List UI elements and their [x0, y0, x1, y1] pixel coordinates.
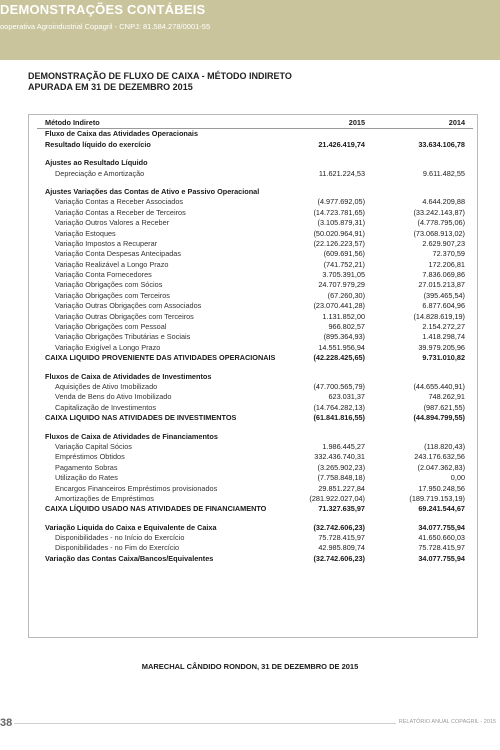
value-2014: 69.241.544,67	[418, 504, 465, 514]
row-label: Pagamento Sobras	[55, 462, 118, 472]
value-2014: 4.644.209,88	[422, 197, 465, 207]
row-label: Amortizações de Empréstimos	[55, 493, 154, 503]
table-row	[37, 543, 473, 553]
total-row	[37, 413, 473, 423]
table-row	[37, 229, 473, 239]
row-label: Variação Estoques	[55, 228, 116, 238]
table-row	[37, 473, 473, 483]
value-2015: 21.426.419,74	[318, 139, 365, 149]
value-2014: 75.728.415,97	[418, 543, 465, 553]
value-2014: 1.418.298,74	[422, 332, 465, 342]
value-2015: (14.723.781,65)	[313, 207, 365, 217]
spacer-row	[37, 424, 473, 432]
value-2015: (32.742.606,23)	[313, 553, 365, 563]
row-label: Fluxos de Caixa de Atividades de Financiamentos	[45, 431, 218, 441]
cash-flow-table	[37, 118, 473, 564]
value-2014: 243.176.632,56	[414, 452, 465, 462]
table-row	[37, 332, 473, 342]
value-2014: 7.836.069,86	[422, 270, 465, 280]
value-2015: 14.551.956,94	[318, 342, 365, 352]
spacer-row	[37, 364, 473, 372]
row-label: Capitalização de Investimentos	[55, 402, 156, 412]
value-2015: (50.020.964,91)	[313, 228, 365, 238]
value-2015: (47.700.565,79)	[313, 381, 365, 391]
column-header-2014: 2014	[448, 118, 465, 127]
column-header-method: Método Indireto	[45, 118, 100, 127]
row-label: Variação Obrigações com Sócios	[55, 280, 163, 290]
document-title-line2: APURADA EM 31 DE DEZEMBRO 2015	[28, 82, 193, 92]
footer-divider	[14, 723, 396, 724]
value-2015: (22.126.223,57)	[313, 238, 365, 248]
spacer-row	[37, 179, 473, 187]
value-2014: (33.242.143,87)	[413, 207, 465, 217]
row-label: Variação Contas a Receber de Terceiros	[55, 207, 186, 217]
total-row	[37, 353, 473, 363]
row-label: Variação Obrigações com Terceiros	[55, 290, 170, 300]
total-row	[37, 504, 473, 514]
table-row	[37, 280, 473, 290]
value-2015: 332.436.740,31	[314, 452, 365, 462]
table-row	[37, 208, 473, 218]
table-row	[37, 158, 473, 168]
value-2015: (23.070.441,28)	[313, 301, 365, 311]
value-2014: 748.262,91	[428, 392, 465, 402]
table-row	[37, 129, 473, 139]
row-label: Variação Conta Despesas Antecipadas	[55, 249, 182, 259]
table-row	[37, 312, 473, 322]
value-2014: 34.077.755,94	[418, 522, 465, 532]
value-2015: 29.851.227,84	[318, 483, 365, 493]
value-2014: 72.370,59	[432, 249, 465, 259]
value-2014: 34.077.755,94	[418, 553, 465, 563]
row-label: Resultado líquido do exercício	[45, 139, 151, 149]
value-2014: (2.047.362,83)	[417, 462, 465, 472]
company-subtitle: ooperativa Agroindustrial Copagril - CNPJ: 81.584.278/0001-55	[0, 22, 211, 31]
value-2014: (118.820,43)	[424, 441, 465, 451]
table-row	[37, 270, 473, 280]
value-2015: 42.985.809,74	[318, 543, 365, 553]
row-label: Ajustes ao Resultado Líquido	[45, 158, 148, 168]
row-label: Venda de Bens do Ativo Imobilizado	[55, 392, 172, 402]
value-2015: (3.105.879,31)	[317, 218, 365, 228]
value-2015: 1.986.445,27	[322, 441, 365, 451]
row-label: Fluxos de Caixa de Atividades de Investimentos	[45, 371, 212, 381]
table-row	[37, 260, 473, 270]
document-title	[28, 71, 292, 93]
value-2015: 623.031,37	[328, 392, 365, 402]
value-2015: 71.327.635,97	[318, 504, 365, 514]
table-row	[37, 442, 473, 452]
table-row	[37, 403, 473, 413]
row-label: Variação Contas a Receber Associados	[55, 197, 184, 207]
table-row	[37, 382, 473, 392]
row-label: Aquisições de Ativo Imobilizado	[55, 381, 158, 391]
table-row	[37, 187, 473, 197]
table-row	[37, 463, 473, 473]
value-2015: (609.691,56)	[323, 249, 365, 259]
value-2014: (4.778.795,06)	[417, 218, 465, 228]
page-number: 38	[0, 717, 13, 729]
table-row	[37, 322, 473, 332]
value-2014: (189.719.153,19)	[409, 493, 465, 503]
table-row	[37, 140, 473, 150]
value-2015: 1.131.852,00	[322, 311, 365, 321]
row-label: Variação das Contas Caixa/Bancos/Equivalentes	[45, 553, 214, 563]
spacer-row	[37, 150, 473, 158]
value-2014: 41.650.660,03	[418, 533, 465, 543]
value-2014: (73.068.913,02)	[413, 228, 465, 238]
row-label: Variação Capital Sócios	[55, 441, 132, 451]
value-2014: 33.634.106,78	[418, 139, 465, 149]
row-label: Encargos Financeiros Empréstimos provisionados	[55, 483, 218, 493]
value-2015: (67.260,30)	[327, 290, 365, 300]
table-row	[37, 343, 473, 353]
table-header-row	[37, 118, 473, 129]
table-row	[37, 197, 473, 207]
value-2014: 17.950.248,56	[418, 483, 465, 493]
document-title-line1: DEMONSTRAÇÃO DE FLUXO DE CAIXA - MÉTODO INDIRETO	[28, 71, 292, 81]
value-2015: (42.228.425,65)	[313, 353, 365, 363]
row-label: Variação Outras Obrigações com Associados	[55, 301, 202, 311]
value-2015: 75.728.415,97	[318, 533, 365, 543]
value-2015: 966.802,57	[328, 322, 365, 332]
table-row	[37, 218, 473, 228]
table-row	[37, 494, 473, 504]
table-row	[37, 291, 473, 301]
value-2014: 172.206,81	[428, 259, 465, 269]
row-label: Empréstimos Obtidos	[55, 452, 125, 462]
value-2014: 27.015.213,87	[418, 280, 465, 290]
row-label: CAIXA LÍQUIDO USADO NAS ATIVIDADES DE FINANCIAMENTO	[45, 504, 267, 514]
row-label: Variação Outros Valores a Receber	[55, 218, 170, 228]
total-row	[37, 554, 473, 564]
row-label: Variação Conta Fornecedores	[55, 270, 152, 280]
table-row	[37, 392, 473, 402]
value-2015: (741.752,21)	[323, 259, 365, 269]
value-2015: (61.841.816,55)	[313, 413, 365, 423]
row-label: Disponibilidades - no Fim do Exercício	[55, 543, 180, 553]
table-row	[37, 249, 473, 259]
table-row	[37, 533, 473, 543]
value-2015: (7.758.848,18)	[317, 473, 365, 483]
value-2015: (895.364,93)	[323, 332, 365, 342]
row-label: Depreciação e Amortização	[55, 168, 145, 178]
value-2014: (395.465,54)	[423, 290, 465, 300]
value-2014: (987.621,55)	[423, 402, 465, 412]
row-label: Ajustes Variações das Contas de Ativo e Passivo Operacional	[45, 186, 260, 196]
section-title: DEMONSTRAÇÕES CONTÁBEIS	[0, 2, 206, 17]
table-row	[37, 452, 473, 462]
value-2014: 6.877.604,96	[422, 301, 465, 311]
table-row	[37, 372, 473, 382]
value-2014: 0,00	[450, 473, 465, 483]
city-date: MARECHAL CÂNDIDO RONDON, 31 DE DEZEMBRO DE 2015	[141, 662, 359, 671]
table-row	[37, 432, 473, 442]
report-name: RELATÓRIO ANUAL COPAGRIL - 2015	[398, 719, 496, 725]
value-2015: (3.265.902,23)	[317, 462, 365, 472]
row-label: Fluxo de Caixa das Atividades Operacionais	[45, 129, 199, 139]
value-2014: (44.894.799,55)	[413, 413, 465, 423]
row-label: Variação Obrigações com Pessoal	[55, 322, 167, 332]
row-label: Disponibilidades - no Início do Exercício	[55, 533, 185, 543]
value-2015: (281.922.027,04)	[309, 493, 365, 503]
row-label: Variação Obrigações Tributárias e Sociais	[55, 332, 191, 342]
value-2014: 2.629.907,23	[422, 238, 465, 248]
table-row	[37, 484, 473, 494]
value-2015: 11.621.224,53	[318, 168, 365, 178]
row-label: Variação Exigível a Longo Prazo	[55, 342, 161, 352]
row-label: Variação Outras Obrigações com Terceiros	[55, 311, 194, 321]
row-label: Variação Liquida do Caixa e Equivalente de Caixa	[45, 522, 217, 532]
table-row	[37, 301, 473, 311]
value-2014: (44.655.440,91)	[413, 381, 465, 391]
value-2014: 39.979.205,96	[418, 342, 465, 352]
table-row	[37, 169, 473, 179]
header-band	[0, 0, 500, 60]
row-label: CAIXA LIQUIDO NAS ATIVIDADES DE INVESTIMENTOS	[45, 413, 237, 423]
value-2015: (4.977.692,05)	[317, 197, 365, 207]
value-2015: (32.742.606,23)	[313, 522, 365, 532]
value-2014: 9.611.482,55	[422, 168, 465, 178]
value-2014: 2.154.272,27	[422, 322, 465, 332]
value-2015: (14.764.282,13)	[313, 402, 365, 412]
column-header-2015: 2015	[348, 118, 365, 127]
row-label: Utilização do Rates	[55, 473, 118, 483]
row-label: Variação Realizável a Longo Prazo	[55, 259, 169, 269]
value-2014: (14.828.619,19)	[413, 311, 465, 321]
table-row	[37, 239, 473, 249]
row-label: CAIXA LIQUIDO PROVENIENTE DAS ATIVIDADES OPERACIONAIS	[45, 353, 276, 363]
table-row	[37, 523, 473, 533]
spacer-row	[37, 515, 473, 523]
value-2015: 3.705.391,05	[322, 270, 365, 280]
value-2015: 24.707.979,29	[318, 280, 365, 290]
row-label: Variação Impostos a Recuperar	[55, 238, 158, 248]
value-2014: 9.731.010,82	[422, 353, 465, 363]
